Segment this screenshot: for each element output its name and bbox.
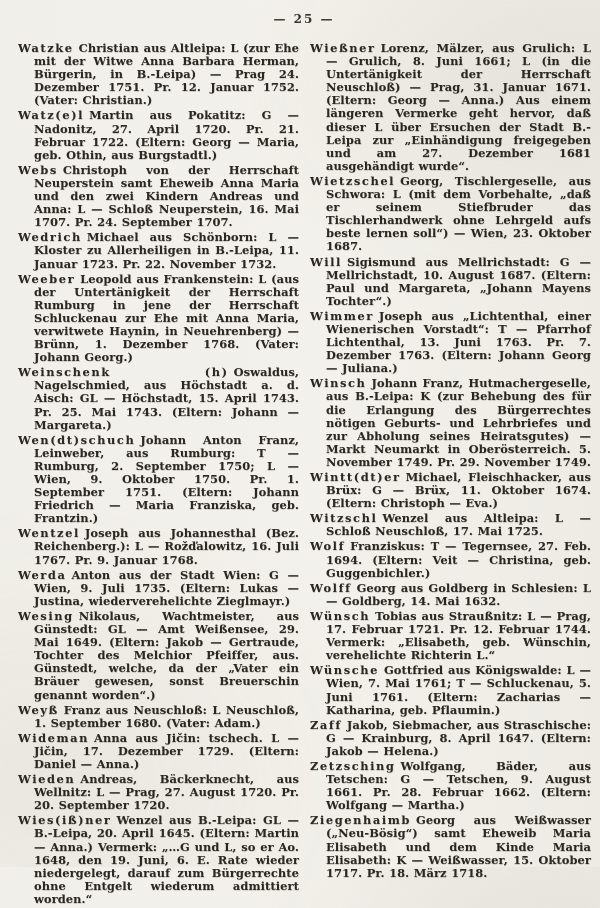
entry-body: Franziskus: T — Tegernsee, 27. Feb. 1694. (Eltern: Veit — Christina, geb. Guggenbichler.)	[326, 539, 591, 580]
entry-winttdter	[310, 471, 591, 510]
entry-body: Wenzel aus Altleipa: L — Schloß Neuschloß, 17. Mai 1725.	[326, 511, 591, 539]
entry-werda	[18, 569, 299, 608]
entry-wuensche	[310, 664, 591, 716]
entry-surname: Winsch	[310, 376, 367, 391]
entry-wietzschel	[310, 175, 591, 254]
entry-surname: Will	[310, 254, 342, 269]
entry-body: Joseph aus Johannesthal (Bez. Reichenberg.): L — Rožďalowitz, 16. Juli 1767. Pr. 9. Januar 1768.	[34, 526, 299, 567]
entry-surname: Weinschenk (h)	[18, 365, 229, 380]
entry-surname: Wideman	[18, 730, 90, 745]
entry-surname: Wintt(dt)er	[310, 470, 401, 484]
entry-wuensch	[310, 610, 591, 662]
entry-weeber	[18, 273, 299, 365]
entry-surname: Wedrich	[18, 230, 82, 245]
entry-body: Anton aus der Stadt Wien: G — Wien, 9. Juli 1735. (Eltern: Lukas — Justina, wiederverehelichte Zieglmayr.)	[34, 567, 299, 608]
entry-surname: Zetzsching	[310, 758, 396, 773]
entry-surname: Watzke	[18, 41, 74, 55]
entry-surname: Wen(dt)schuch	[18, 432, 136, 447]
entry-surname: Wünsch	[310, 608, 371, 623]
entry-body: Franz aus Neuschloß: L Neuschloß, 1. September 1680. (Vater: Adam.)	[34, 702, 299, 730]
entry-wiesissner	[18, 814, 299, 906]
entry-wiessner	[310, 42, 591, 173]
entry-surname: Wieden	[18, 772, 76, 787]
entry-body: Sigismund aus Mellrichstadt: G — Mellrichstadt, 10. August 1687. (Eltern: Paul und Margareta, „Johann Mayens Tochter“.)	[326, 254, 591, 308]
page-number: — 25 —	[273, 12, 335, 26]
entry-weinschenk	[18, 366, 299, 431]
text-columns	[18, 42, 590, 908]
entry-surname: Wies(iß)ner	[18, 813, 112, 828]
entry-watzel	[18, 109, 299, 161]
entry-zetzsching	[310, 760, 591, 812]
entry-body: Gottfried aus Königswalde: L — Wien, 7. Mai 1761; T — Schluckenau, 5. Juni 1761. (Eltern: Zacharias — Katharina, geb. Pflaumin.)	[326, 663, 591, 717]
entry-body: Jakob, Siebmacher, aus Straschische: G — Krainburg, 8. April 1647. (Eltern: Jakob — Helena.)	[326, 717, 591, 758]
entry-surname: Wolf	[310, 539, 346, 554]
entry-body: Joseph aus „Lichtenthal, einer Wienerischen Vorstadt“: T — Pfarrhof Lichtenthal, 13. Juni 1763. Pr. 7. Dezember 1763. (Eltern: Johann Georg — Juliana.)	[326, 308, 591, 376]
entry-surname: Wünsche	[310, 663, 379, 678]
entry-body: Wolfgang, Bäder, aus Tetschen: G — Tetschen, 9. August 1661. Pr. 28. Februar 1662. (Eltern: Wolfgang — Martha.)	[326, 758, 591, 813]
right-column	[310, 42, 591, 908]
entry-body: Leopold aus Frankenstein: L (aus der Untertänigkeit der Herrschaft Rumburg in jene der Herrschaft Schluckenau zur Ehe mit Anna Maria, verwitwete Haynin, in Neuehrenberg) — Brünn, 1. Dezember 1768. (Vater: Johann Georg.)	[34, 271, 299, 365]
entry-surname: Wolff	[310, 580, 352, 595]
entry-surname: Witzschl	[310, 511, 378, 526]
entry-surname: Werda	[18, 567, 67, 582]
entry-wideman	[18, 732, 299, 771]
entry-body: Anna aus Jičin: tschech. L — Jičin, 17. Dezember 1729. (Eltern: Daniel — Anna.)	[34, 730, 299, 771]
entry-wolf	[310, 540, 591, 579]
entry-wentzel	[18, 527, 299, 566]
entry-watzke	[18, 42, 299, 107]
entry-body: Wenzel aus B.-Leipa: GL — B.-Leipa, 20. April 1645. (Eltern: Martin — Anna.) Vermerk: „…G und L, so er Ao. 1648, den 19. Juni, 6. E. Rate wieder niedergelegt, darauf zum Bürgerrechte ohne Entgelt wiederum admittiert worden.“	[34, 813, 299, 906]
entry-surname: Weeber	[18, 271, 76, 286]
entry-wesing	[18, 610, 299, 702]
entry-surname: Webs	[18, 162, 58, 177]
entry-webs	[18, 164, 299, 229]
entry-body: Tobias aus Straußnitz: L — Prag, 17. Februar 1721. Pr. 12. Februar 1744. Vermerk: „Elisabeth, geb. Wünschin, verehelichte Richterin L.“	[326, 608, 591, 663]
entry-body: Martin aus Pokatitz: G — Nadonitz, 27. April 1720. Pr. 21. Februar 1722. (Eltern: Georg — Maria, geb. Othin, aus Burgstadtl.)	[34, 108, 299, 162]
entry-winsch	[310, 377, 591, 469]
entry-surname: Wentzel	[18, 526, 80, 541]
entry-wendtschuch	[18, 434, 299, 526]
entry-will	[310, 256, 591, 308]
entry-wieden	[18, 773, 299, 812]
entry-body: Georg aus Weißwasser („Neu-Bösig“) samt Eheweib Maria Elisabeth und dem Kinde Maria Elisabeth: K — Weißwasser, 15. Oktober 1717. Pr. 18. März 1718.	[326, 813, 591, 880]
entry-body: Lorenz, Mälzer, aus Grulich: L — Grulich, 8. Juni 1661; L (in die Untertänigkeit der Herrschaft Neuschloß) — Prag, 31. Januar 1671. (Eltern: Georg — Anna.) Aus einem längeren Vermerke geht hervor, daß dieser L über Ersuchen der Stadt B.-Leipa zur „Einhändigung freigegeben und am 27. Dezember 1681 ausgehändigt wurde“.	[326, 41, 591, 173]
entry-body: Oswaldus, Nagelschmied, aus Höchstadt a. d. Aisch: GL — Höchstadt, 15. April 1743. Pr. 25. Mai 1743. (Eltern: Johann — Margareta.)	[34, 365, 299, 432]
entry-surname: Wimmer	[310, 308, 374, 323]
entry-surname: Zaff	[310, 717, 342, 732]
entry-surname: Wietzschel	[310, 173, 396, 188]
entry-body: Nikolaus, Wachtmeister, aus Günstedt: GL — Amt Weißensee, 29. Mai 1649. (Eltern: Jakob — Gertraude, Tochter des Melchior Pfeiffer, aus. Günstedt, welche, da der „Vater ein Bräuer gewesen, sonst Breuerschin genannt worden“.)	[34, 608, 299, 702]
entry-wolff	[310, 582, 591, 608]
entry-body: Andreas, Bäckerknecht, aus Wellnitz: L — Prag, 27. August 1720. Pr. 20. September 1720.	[34, 772, 299, 813]
entry-surname: Wesing	[18, 608, 74, 623]
entry-surname: Watz(e)l	[18, 108, 85, 123]
entry-body: Michael aus Schönborn: L — Kloster zu Allerheiligen in B.-Leipa, 11. Januar 1723. Pr. 22. November 1732.	[34, 230, 299, 271]
entry-body: Johann Anton Franz, Leinweber, aus Rumburg: T — Rumburg, 2. September 1750; L — Wien, 9. Oktober 1750. Pr. 1. September 1751. (Eltern: Johann Friedrich — Maria Franziska, geb. Frantzin.)	[34, 432, 299, 526]
entry-body: Michael, Fleischhacker, aus Brüx: G — Brüx, 11. Oktober 1674. (Eltern: Christoph — Eva.)	[326, 470, 591, 511]
entry-witzschl	[310, 512, 591, 538]
entry-body: Georg, Tischlergeselle, aus Schwora: L (mit dem Vorbehalte, „daß er seinem Stiefbruder das Tischlerhandwerk ohne Lehrgeld aufs beste lernen soll“) — Wien, 23. Oktober 1687.	[326, 173, 591, 254]
entry-surname: Wießner	[310, 41, 376, 55]
entry-zaff	[310, 719, 591, 758]
entry-wimmer	[310, 310, 591, 375]
entry-ziegenhaimb	[310, 814, 591, 879]
entry-body: Christoph von der Herrschaft Neuperstein samt Eheweib Anna Maria und den zwei Kindern Andreas und Anna: L — Schloß Neuperstein, 16. Mai 1707. Pr. 24. September 1707.	[34, 162, 299, 230]
entry-surname: Ziegenhaimb	[310, 813, 411, 828]
entry-body: Christian aus Altleipa: L (zur Ehe mit der Witwe Anna Barbara Herman, Bürgerin, in B.-Leipa) — Prag 24. Dezember 1751. Pr. 12. Januar 1752. (Vater: Christian.)	[34, 41, 299, 108]
entry-body: Johann Franz, Hutmachergeselle, aus B.-Leipa: K (zur Behebung des für die Erlangung des Bürgerrechtes nötigen Geburts- und Lehrbriefes und zur Abholung seines Heiratsgutes) — Markt Neumarkt in Oberösterreich. 5. November 1749. Pr. 29. November 1749.	[326, 376, 591, 469]
entry-wedrich	[18, 231, 299, 270]
entry-weyss	[18, 704, 299, 730]
left-column	[18, 42, 299, 908]
entry-surname: Weyß	[18, 702, 59, 717]
entry-body: Georg aus Goldberg in Schlesien: L — Goldberg, 14. Mai 1632.	[326, 580, 591, 608]
